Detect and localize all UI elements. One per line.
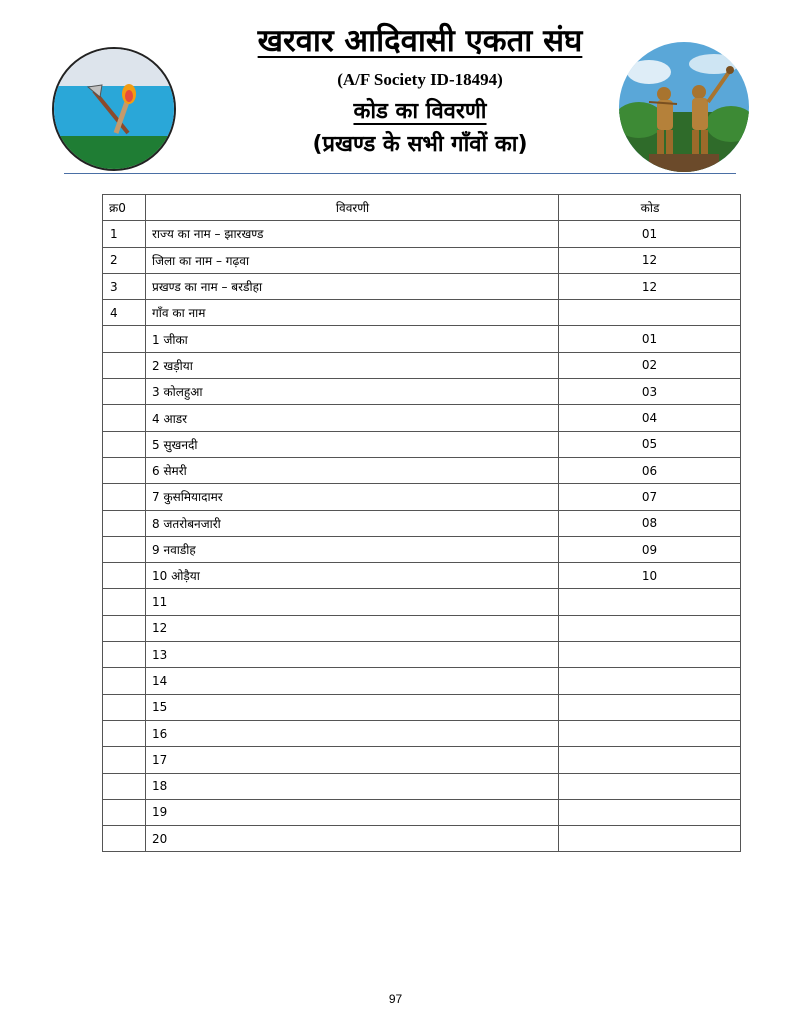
table-row <box>103 642 741 668</box>
table-row <box>103 668 741 694</box>
row-serial-cell <box>103 484 146 510</box>
row-serial-cell <box>103 326 146 352</box>
row-description-cell: प्रखण्ड का नाम – बरडीहा <box>146 273 559 299</box>
row-code-cell <box>559 799 741 825</box>
row-code-cell: 09 <box>559 536 741 562</box>
row-description-cell: 18 <box>146 773 559 799</box>
row-code-cell <box>559 589 741 615</box>
table-row <box>103 405 741 431</box>
table-row <box>103 747 741 773</box>
row-description-cell: 2 खड़ीया <box>146 352 559 378</box>
table-row <box>103 352 741 378</box>
row-serial-cell: 2 <box>103 247 146 273</box>
row-serial-cell <box>103 431 146 457</box>
row-description-cell: 7 कुसमियादामर <box>146 484 559 510</box>
table-row <box>103 510 741 536</box>
row-description-cell: 8 जतरोबनजारी <box>146 510 559 536</box>
table-row <box>103 694 741 720</box>
row-serial-cell <box>103 615 146 641</box>
row-serial-cell: 4 <box>103 300 146 326</box>
row-serial-cell <box>103 352 146 378</box>
row-code-cell: 02 <box>559 352 741 378</box>
row-serial-cell <box>103 799 146 825</box>
table-row <box>103 300 741 326</box>
header-divider <box>64 173 736 174</box>
table-row <box>103 247 741 273</box>
row-description-cell: 6 सेमरी <box>146 457 559 483</box>
society-id: (A/F Society ID-18494) <box>337 70 503 89</box>
row-serial-cell <box>103 773 146 799</box>
row-serial-cell <box>103 720 146 746</box>
table-header-row <box>103 195 741 221</box>
row-code-cell <box>559 773 741 799</box>
table-row <box>103 273 741 299</box>
table-row <box>103 799 741 825</box>
row-description-cell: जिला का नाम – गढ़वा <box>146 247 559 273</box>
row-serial-cell <box>103 536 146 562</box>
table-body <box>103 221 741 852</box>
row-serial-cell: 3 <box>103 273 146 299</box>
table-row <box>103 615 741 641</box>
row-description-cell: 3 कोलहुआ <box>146 379 559 405</box>
row-code-cell <box>559 826 741 852</box>
table-row <box>103 720 741 746</box>
table-row <box>103 536 741 562</box>
row-description-cell: 11 <box>146 589 559 615</box>
subtitle: (प्रखण्ड के सभी गाँवों का) <box>312 132 528 157</box>
row-serial-cell <box>103 405 146 431</box>
row-code-cell: 08 <box>559 510 741 536</box>
row-code-cell <box>559 615 741 641</box>
row-code-cell: 01 <box>559 326 741 352</box>
row-code-cell: 12 <box>559 247 741 273</box>
table-row <box>103 379 741 405</box>
table-row <box>103 563 741 589</box>
row-serial-cell <box>103 826 146 852</box>
row-description-cell: 1 जीका <box>146 326 559 352</box>
row-description-cell: 20 <box>146 826 559 852</box>
row-code-cell <box>559 642 741 668</box>
row-code-cell <box>559 300 741 326</box>
table-row <box>103 484 741 510</box>
row-serial-cell <box>103 589 146 615</box>
row-serial-cell <box>103 694 146 720</box>
row-serial-cell: 1 <box>103 221 146 247</box>
table-row <box>103 589 741 615</box>
row-description-cell: 10 ओड़ैया <box>146 563 559 589</box>
page-number: 97 <box>388 992 403 1006</box>
row-code-cell: 05 <box>559 431 741 457</box>
row-description-cell: 15 <box>146 694 559 720</box>
row-code-cell <box>559 668 741 694</box>
row-description-cell: 13 <box>146 642 559 668</box>
table-row <box>103 826 741 852</box>
row-description-cell: 19 <box>146 799 559 825</box>
page-title: खरवार आदिवासी एकता संघ <box>257 23 583 59</box>
row-serial-cell <box>103 563 146 589</box>
row-serial-cell <box>103 668 146 694</box>
row-description-cell: 14 <box>146 668 559 694</box>
code-heading: कोड का विवरणी <box>353 99 487 124</box>
row-code-cell <box>559 694 741 720</box>
table-row <box>103 431 741 457</box>
row-description-cell: 17 <box>146 747 559 773</box>
table-row <box>103 221 741 247</box>
row-description-cell: 5 सुखनदी <box>146 431 559 457</box>
row-serial-cell <box>103 747 146 773</box>
table-row <box>103 773 741 799</box>
row-code-cell <box>559 720 741 746</box>
row-code-cell: 06 <box>559 457 741 483</box>
row-description-cell: 9 नवाडीह <box>146 536 559 562</box>
row-serial-cell <box>103 379 146 405</box>
row-code-cell <box>559 747 741 773</box>
code-table <box>102 194 741 852</box>
row-code-cell: 07 <box>559 484 741 510</box>
row-code-cell: 12 <box>559 273 741 299</box>
row-description-cell: गाँव का नाम <box>146 300 559 326</box>
row-code-cell: 04 <box>559 405 741 431</box>
column-header-description: विवरणी <box>146 195 559 221</box>
row-description-cell: राज्य का नाम – झारखण्ड <box>146 221 559 247</box>
row-description-cell: 4 आडर <box>146 405 559 431</box>
row-serial-cell <box>103 457 146 483</box>
column-header-serial: क्र0 <box>103 195 146 221</box>
table-row <box>103 457 741 483</box>
row-description-cell: 16 <box>146 720 559 746</box>
column-header-code: कोड <box>559 195 741 221</box>
row-code-cell: 03 <box>559 379 741 405</box>
row-serial-cell <box>103 510 146 536</box>
row-description-cell: 12 <box>146 615 559 641</box>
row-serial-cell <box>103 642 146 668</box>
table-row <box>103 326 741 352</box>
row-code-cell: 01 <box>559 221 741 247</box>
row-code-cell: 10 <box>559 563 741 589</box>
